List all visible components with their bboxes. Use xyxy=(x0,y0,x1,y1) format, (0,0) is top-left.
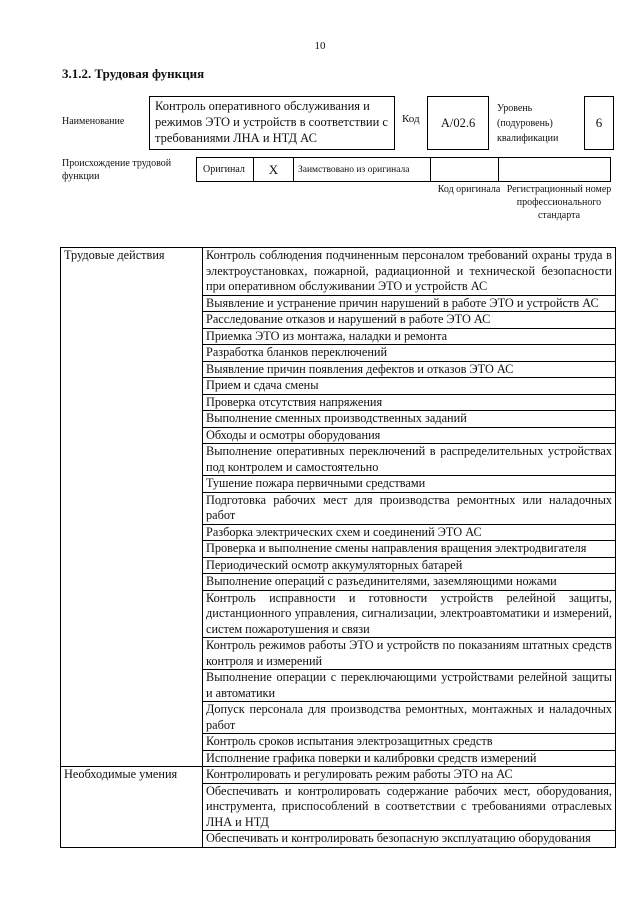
labor-action-row-text: Контроль режимов работы ЭТО и устройств по показаниям штатных средств контроля и измерений xyxy=(203,638,616,670)
labor-action-row-text: Прием и сдача смены xyxy=(203,378,616,395)
original-code-caption: Код оригинала xyxy=(437,184,501,195)
qualification-level-value: 6 xyxy=(584,96,614,150)
original-mark: Х xyxy=(253,157,294,182)
qualification-level-label: Уровень (подуровень) квалификации xyxy=(497,103,559,144)
labor-action-row-text: Обходы и осмотры оборудования xyxy=(203,427,616,444)
name-label: Наименование xyxy=(62,116,125,127)
code-label: Код xyxy=(402,113,420,125)
labor-action-row-text: Выявление и устранение причин нарушений в работе ЭТО и устройств АС xyxy=(203,295,616,312)
skill-row-text: Обеспечивать и контролировать безопасную эксплуатацию оборудования xyxy=(203,831,616,848)
labor-action-row-text: Разработка бланков переключений xyxy=(203,345,616,362)
labor-action-row-text: Контроль сроков испытания электрозащитных средств xyxy=(203,734,616,751)
labor-action-row-text: Выполнение операции с переключающими устройствами релейной защиты и автоматики xyxy=(203,670,616,702)
labor-action-row-text: Исполнение графика поверки и калибровки средств измерений xyxy=(203,750,616,767)
labor-action-row-text: Выявление причин появления дефектов и отказов ЭТО АС xyxy=(203,361,616,378)
labor-action-row-text: Контроль исправности и готовности устройств релейной защиты, дистанционного управления, сигнализации, электроавтоматики и измерений, систем пожаротушения и связи xyxy=(203,590,616,638)
skills-label: Необходимые умения xyxy=(61,767,203,848)
labor-action-row xyxy=(61,248,616,296)
labor-action-row-text: Периодический осмотр аккумуляторных батарей xyxy=(203,557,616,574)
labor-action-row-text: Проверка отсутствия напряжения xyxy=(203,394,616,411)
labor-action-row-text: Контроль соблюдения подчиненным персоналом требований охраны труда в электроустановках, пожарной, радиационной и технической безопасности при оперативном обслуживании ЭТО и устройств АС xyxy=(203,248,616,296)
original-label: Оригинал xyxy=(196,157,254,182)
origin-row xyxy=(196,157,614,182)
code-value: А/02.6 xyxy=(427,96,489,150)
functions-table xyxy=(60,247,616,848)
page-number: 10 xyxy=(314,40,326,52)
function-name-value: Контроль оперативного обслуживания и режимов ЭТО и устройств в соответствии с требованиями ЛНА и НТД АС xyxy=(149,96,395,150)
labor-actions-label: Трудовые действия xyxy=(61,248,203,767)
borrowed-label: Заимствовано из оригинала xyxy=(293,157,431,182)
origin-label: Происхождение трудовой функции xyxy=(62,158,172,182)
registration-number-cell xyxy=(498,157,611,182)
section-title: 3.1.2. Трудовая функция xyxy=(62,66,205,81)
registration-number-caption: Регистрационный номер профессионального стандарта xyxy=(506,184,612,221)
original-code-cell xyxy=(430,157,499,182)
labor-action-row-text: Выполнение операций с разъединителями, заземляющими ножами xyxy=(203,574,616,591)
skill-row-text: Контролировать и регулировать режим работы ЭТО на АС xyxy=(203,767,616,784)
skill-row-text: Обеспечивать и контролировать содержание рабочих мест, оборудования, инструмента, приспособлений в соответствии с требованиями отраслевых ЛНА и НТД xyxy=(203,783,616,831)
labor-action-row-text: Подготовка рабочих мест для производства ремонтных или наладочных работ xyxy=(203,492,616,524)
labor-action-row-text: Проверка и выполнение смены направления вращения электродвигателя xyxy=(203,541,616,558)
labor-action-row-text: Приемка ЭТО из монтажа, наладки и ремонта xyxy=(203,328,616,345)
labor-action-row-text: Тушение пожара первичными средствами xyxy=(203,476,616,493)
labor-action-row-text: Расследование отказов и нарушений в работе ЭТО АС xyxy=(203,312,616,329)
skill-row xyxy=(61,767,616,784)
labor-action-row-text: Допуск персонала для производства ремонтных, монтажных и наладочных работ xyxy=(203,702,616,734)
labor-action-row-text: Выполнение сменных производственных заданий xyxy=(203,411,616,428)
labor-action-row-text: Выполнение оперативных переключений в распределительных устройствах под контролем и самостоятельно xyxy=(203,444,616,476)
labor-action-row-text: Разборка электрических схем и соединений ЭТО АС xyxy=(203,524,616,541)
